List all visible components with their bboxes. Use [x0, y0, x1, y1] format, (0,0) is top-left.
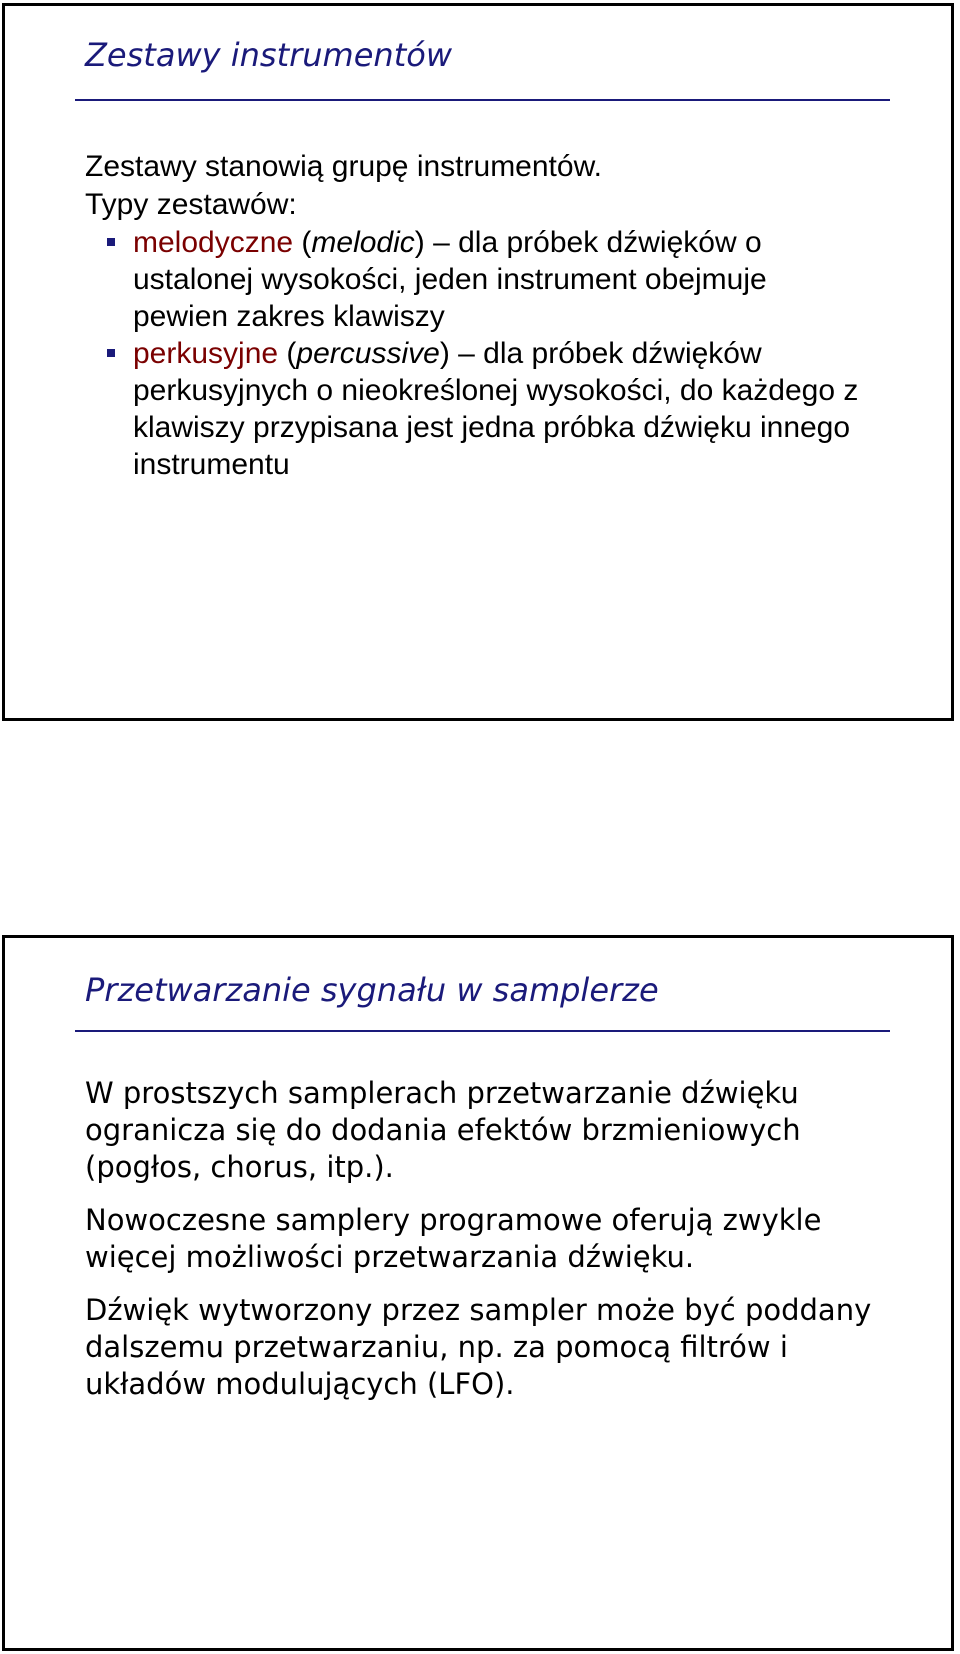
paren-open: (	[278, 337, 297, 370]
paragraph: Nowoczesne samplery programowe oferują zwykle więcej możliwości przetwarzania dźwięku.	[85, 1203, 822, 1274]
intro-line: Typy zestawów:	[85, 188, 297, 221]
term-label: perkusyjne	[133, 337, 279, 370]
item-description: ) – dla próbek dźwięków perkusyjnych o nieokreślonej wysokości, do każdego z klawiszy przypisana jest jedna próbka dźwięku innego instrumentu	[133, 337, 859, 481]
square-bullet-icon	[107, 349, 115, 357]
title-divider	[75, 99, 890, 101]
slide-body	[85, 148, 865, 483]
term-english: melodic	[311, 226, 415, 259]
item-description: ) – dla próbek dźwięków o ustalonej wysokości, jeden instrument obejmuje pewien zakres klawiszy	[133, 226, 767, 333]
term-english: percussive	[296, 337, 440, 370]
title-divider	[75, 1030, 890, 1032]
term-label: melodyczne	[133, 226, 294, 259]
slide-przetwarzanie-sygnalu	[2, 935, 954, 1651]
slide-title: Przetwarzanie sygnału w samplerze	[85, 971, 659, 1009]
list-item-melodyczne	[85, 224, 865, 335]
list-item-perkusyjne	[85, 335, 865, 483]
slide-body	[85, 1075, 885, 1419]
slide-title: Zestawy instrumentów	[85, 36, 452, 74]
paragraph: W prostszych samplerach przetwarzanie dźwięku ogranicza się do dodania efektów brzmieniowych (pogłos, chorus, itp.).	[85, 1076, 801, 1184]
slide-zestawy-instrumentow	[2, 3, 954, 721]
square-bullet-icon	[107, 238, 115, 246]
intro-line: Zestawy stanowią grupę instrumentów.	[85, 150, 602, 183]
paren-open: (	[293, 226, 312, 259]
paragraph: Dźwięk wytworzony przez sampler może być poddany dalszemu przetwarzaniu, np. za pomocą filtrów i układów modulujących (LFO).	[85, 1293, 872, 1401]
bullet-list	[85, 224, 865, 483]
